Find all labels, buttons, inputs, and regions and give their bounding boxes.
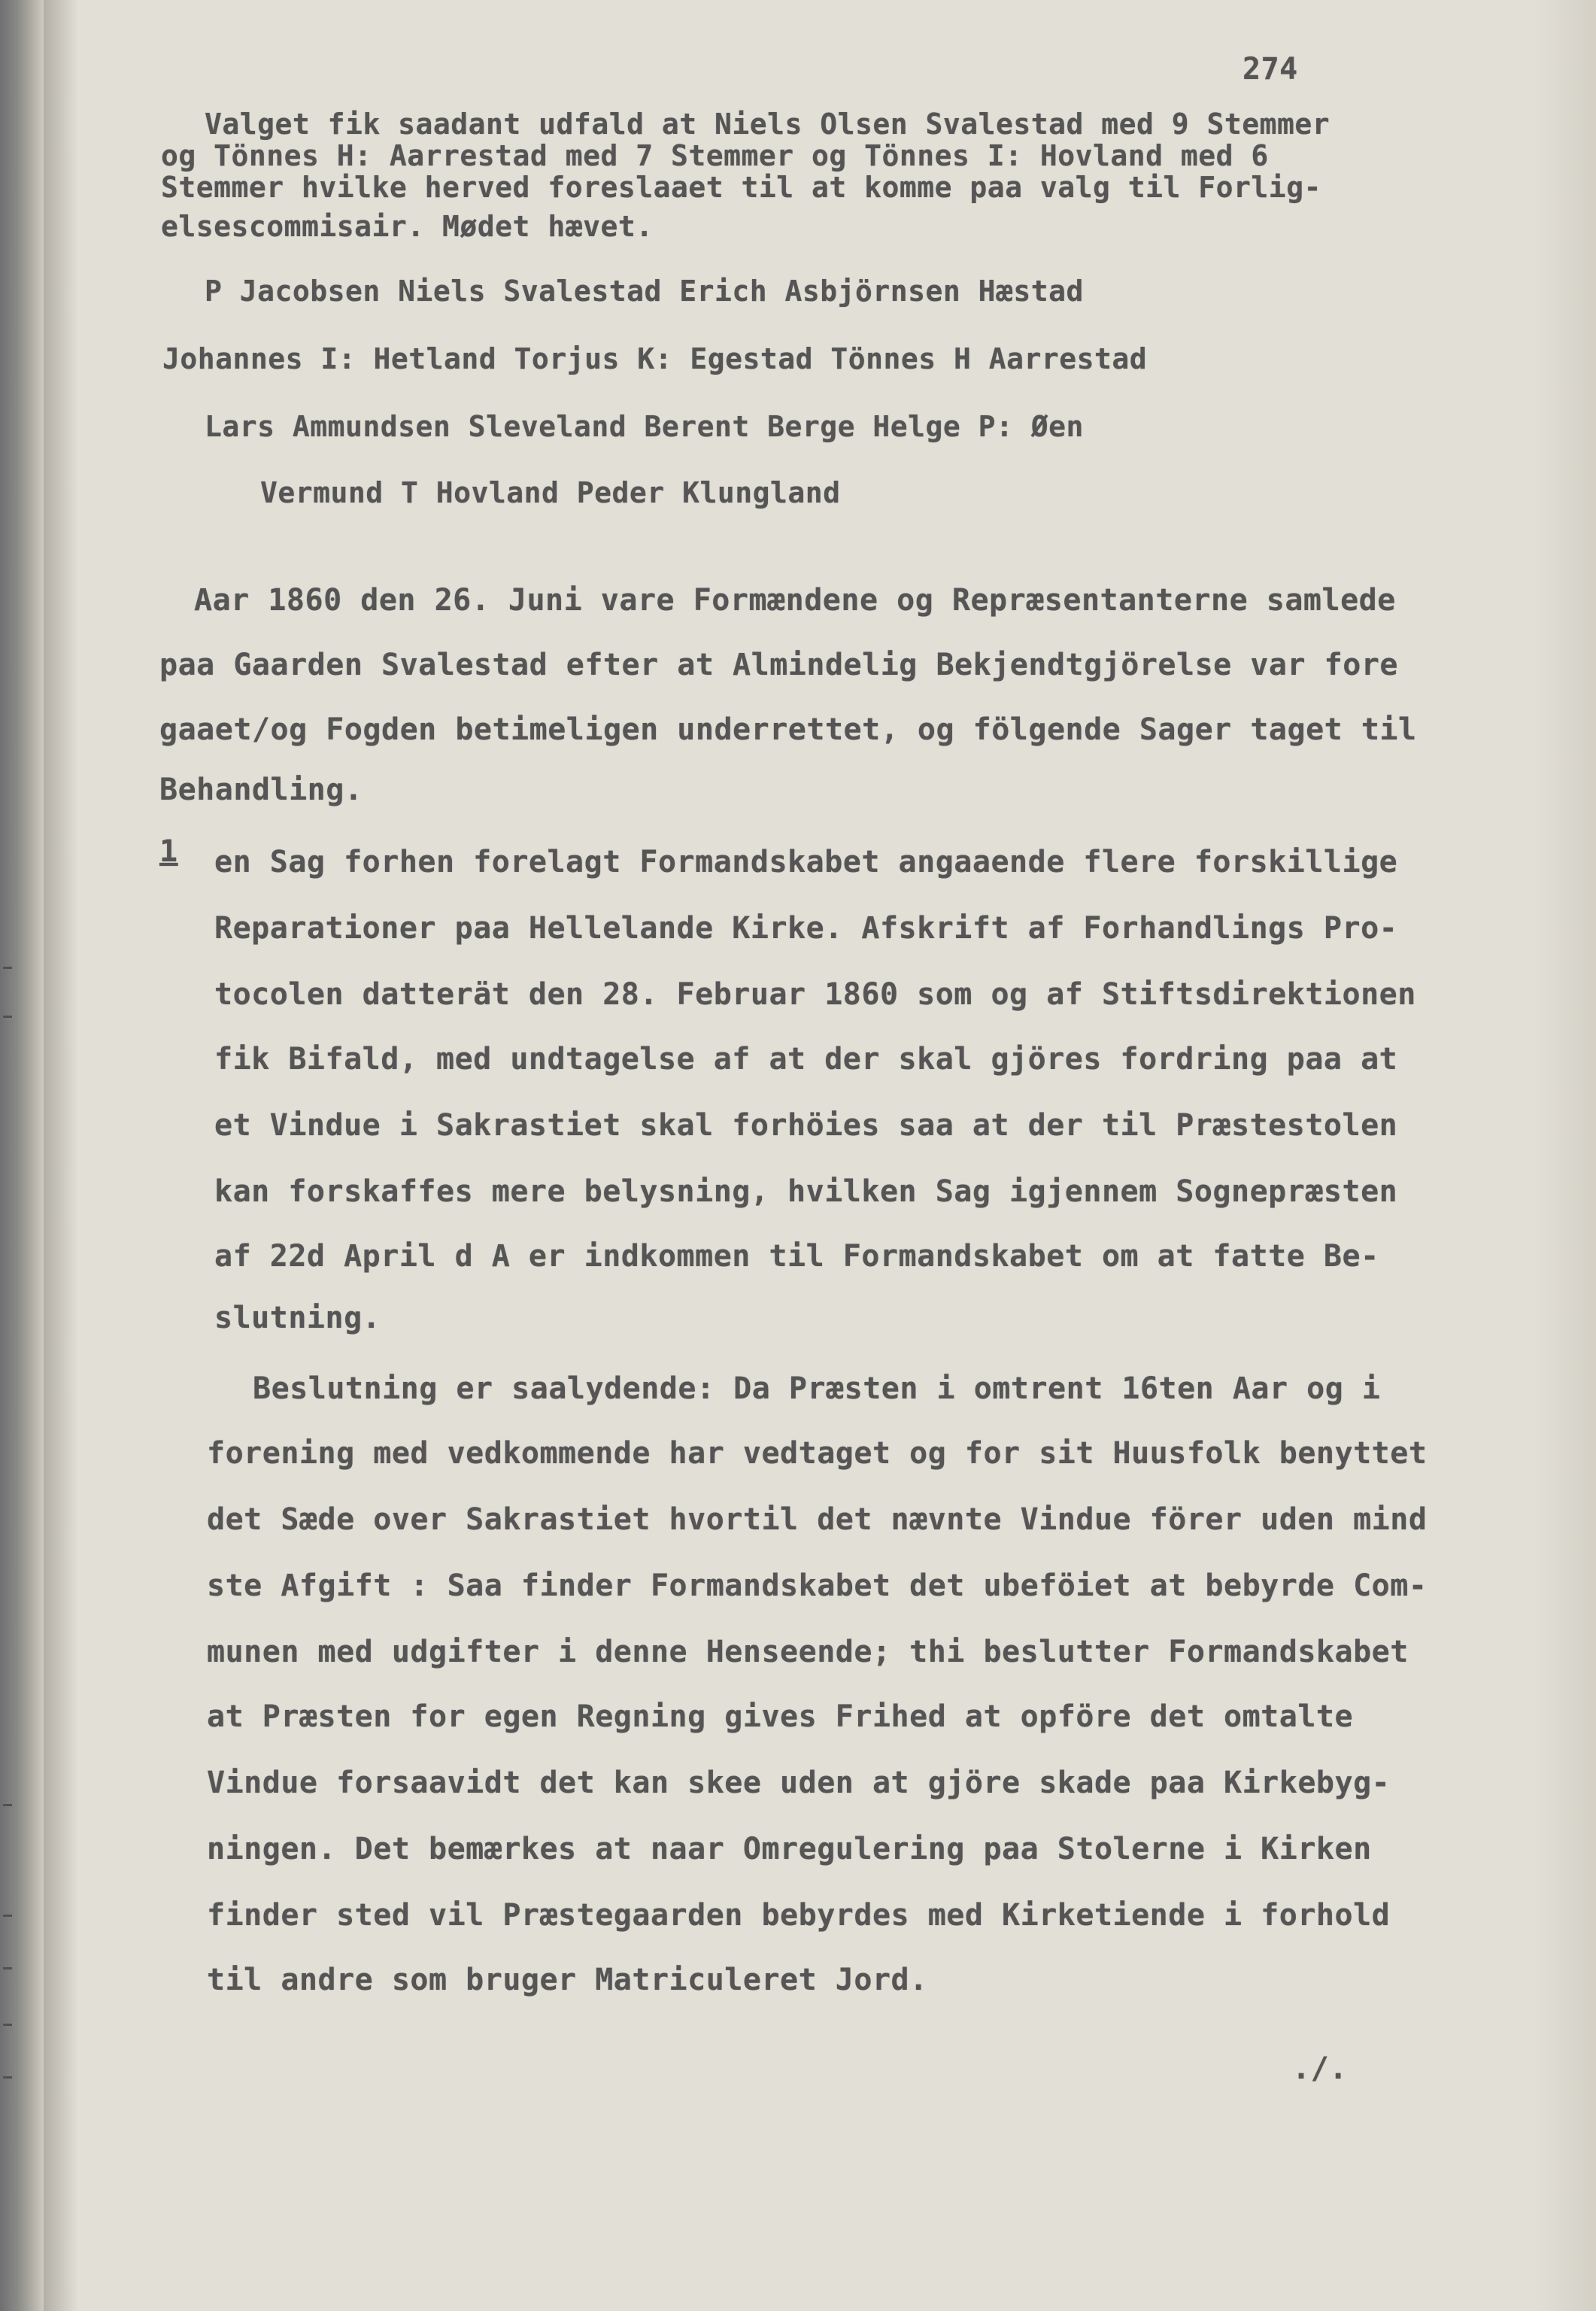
intro-line: Valget fik saadant udfald at Niels Olsen Svalestad med 9 Stemmer bbox=[205, 108, 1331, 141]
binding-mark bbox=[3, 2076, 12, 2079]
page-number: 274 bbox=[1243, 52, 1298, 87]
decision-line: til andre som bruger Matriculeret Jord. bbox=[207, 1963, 928, 1997]
binding-mark bbox=[3, 1967, 12, 1969]
signature-line: P Jacobsen Niels Svalestad Erich Asbjörnsen Hæstad bbox=[205, 275, 1084, 308]
page-edge bbox=[1536, 0, 1596, 2311]
meeting-line: Aar 1860 den 26. Juni vare Formændene og Repræsentanterne samlede bbox=[194, 583, 1396, 618]
book-binding bbox=[0, 0, 44, 2311]
end-mark: ./. bbox=[1292, 2051, 1348, 2086]
binding-mark bbox=[3, 1915, 12, 1917]
item-number: 1 bbox=[159, 834, 178, 869]
decision-line: ste Afgift : Saa finder Formandskabet det ubeföiet at bebyrde Com- bbox=[207, 1569, 1428, 1603]
item-line: en Sag forhen forelagt Formandskabet angaaende flere forskillige bbox=[214, 845, 1398, 879]
item-line: et Vindue i Sakrastiet skal forhöies saa at der til Præstestolen bbox=[214, 1108, 1398, 1143]
signature-line: Lars Ammundsen Sleveland Berent Berge Helge P: Øen bbox=[205, 410, 1084, 443]
decision-line: at Præsten for egen Regning gives Frihed at opföre det omtalte bbox=[207, 1699, 1354, 1734]
intro-line: Stemmer hvilke herved foreslaaet til at komme paa valg til Forlig- bbox=[161, 171, 1321, 204]
binding-mark bbox=[3, 967, 12, 969]
item-line: fik Bifald, med undtagelse af at der skal gjöres fordring paa at bbox=[214, 1042, 1398, 1077]
intro-line: og Tönnes H: Aarrestad med 7 Stemmer og Tönnes I: Hovland med 6 bbox=[161, 139, 1269, 172]
intro-line: elsescommisair. Mødet hævet. bbox=[161, 210, 654, 243]
signature-line: Vermund T Hovland Peder Klungland bbox=[260, 476, 841, 509]
item-line: af 22d April d A er indkommen til Formandskabet om at fatte Be- bbox=[214, 1239, 1379, 1274]
item-line: kan forskaffes mere belysning, hvilken Sag igjennem Sognepræsten bbox=[214, 1174, 1398, 1209]
gutter-shadow bbox=[44, 0, 78, 2311]
meeting-line: gaaet/og Fogden betimeligen underrettet, og fölgende Sager taget til bbox=[159, 712, 1417, 747]
signature-line: Johannes I: Hetland Torjus K: Egestad Tönnes H Aarrestad bbox=[162, 342, 1148, 375]
decision-line: finder sted vil Præstegaarden bebyrdes med Kirketiende i forhold bbox=[207, 1898, 1391, 1933]
decision-line: det Sæde over Sakrastiet hvortil det nævnte Vindue förer uden mind bbox=[207, 1502, 1428, 1537]
decision-line: ningen. Det bemærkes at naar Omregulering paa Stolerne i Kirken bbox=[207, 1832, 1372, 1866]
decision-line: munen med udgifter i denne Henseende; thi beslutter Formandskabet bbox=[207, 1635, 1409, 1669]
meeting-line: paa Gaarden Svalestad efter at Almindelig Bekjendtgjörelse var fore bbox=[159, 648, 1398, 682]
item-line: slutning. bbox=[214, 1301, 381, 1335]
decision-line: Beslutning er saalydende: Da Præsten i omtrent 16ten Aar og i bbox=[253, 1371, 1381, 1406]
item-line: tocolen datterät den 28. Februar 1860 som og af Stiftsdirektionen bbox=[214, 977, 1416, 1012]
decision-line: Vindue forsaavidt det kan skee uden at gjöre skade paa Kirkebyg- bbox=[207, 1766, 1391, 1800]
binding-mark bbox=[3, 1804, 12, 1806]
decision-line: forening med vedkommende har vedtaget og for sit Huusfolk benyttet bbox=[207, 1436, 1428, 1471]
meeting-line: Behandling. bbox=[159, 773, 363, 807]
binding-mark bbox=[3, 1016, 12, 1018]
item-line: Reparationer paa Hellelande Kirke. Afskrift af Forhandlings Pro- bbox=[214, 911, 1398, 946]
binding-mark bbox=[3, 2024, 12, 2026]
